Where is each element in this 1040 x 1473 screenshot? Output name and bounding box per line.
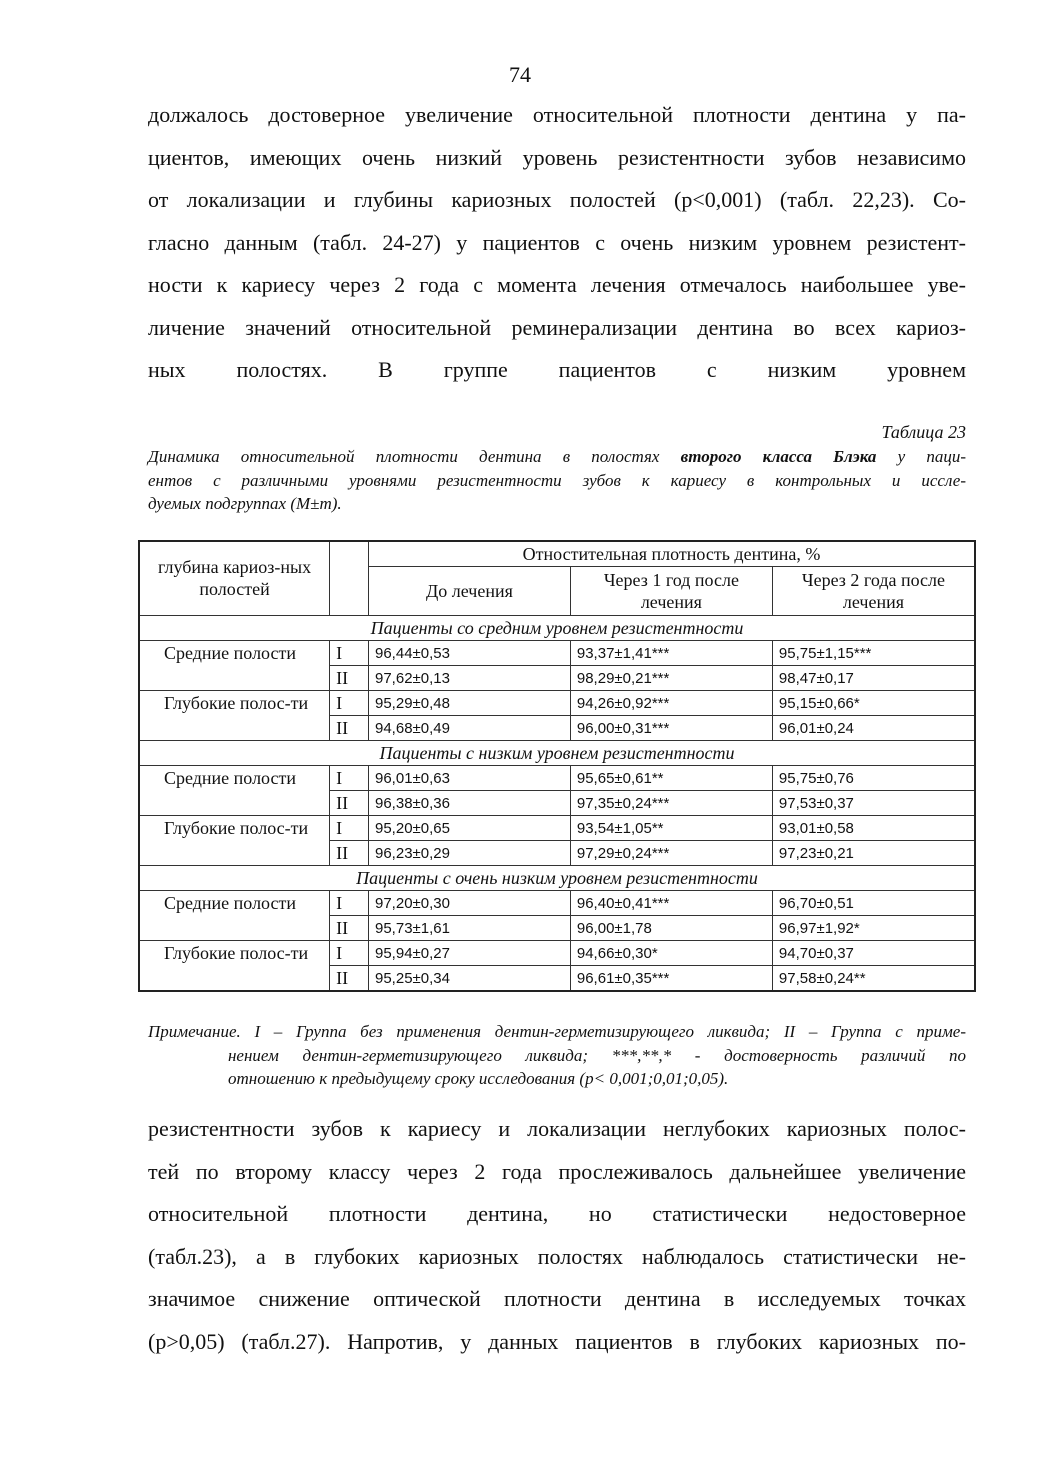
value-cell: 97,35±0,24*** [570, 791, 772, 816]
text-line: значимое снижение оптической плотности дентина в исследуемых точках [148, 1286, 966, 1311]
subgroup-cell: II [330, 916, 369, 941]
value-cell: 97,29±0,24*** [570, 841, 772, 866]
subgroup-cell: I [330, 766, 369, 791]
caption-text: Динамика относительной плотности дентина в полостях [148, 447, 681, 466]
value-cell: 96,38±0,36 [369, 791, 571, 816]
caption-bold-text: второго класса Блэка [680, 447, 877, 466]
subgroup-cell: I [330, 691, 369, 716]
subgroup-cell: I [330, 816, 369, 841]
table-caption [148, 445, 966, 516]
top-paragraph [148, 94, 966, 392]
table-body [139, 616, 975, 992]
subgroup-cell: II [330, 716, 369, 741]
caption-line [148, 445, 966, 469]
table-row [139, 891, 975, 916]
depth-cell: Средние полости [139, 641, 330, 691]
text-line: тей по второму классу через 2 года прослеживалось дальнейшее увеличение [148, 1158, 966, 1184]
value-cell: 95,73±1,61 [369, 916, 571, 941]
value-cell: 95,75±0,76 [772, 766, 975, 791]
value-cell: 96,44±0,53 [369, 641, 571, 666]
header-main: Отностительная плотность дентина, % [369, 541, 976, 567]
value-cell: 94,70±0,37 [772, 941, 975, 966]
group-title: Пациенты со средним уровнем резистентности [139, 616, 975, 641]
depth-cell: Глубокие полос-ти [139, 691, 330, 741]
value-cell: 97,58±0,24** [772, 966, 975, 992]
value-cell: 97,53±0,37 [772, 791, 975, 816]
data-table [138, 540, 976, 992]
subgroup-cell: I [330, 891, 369, 916]
table-row [139, 816, 975, 841]
header-subgroup [330, 541, 369, 616]
caption-line: ентов с различными уровнями резистентности зубов к кариесу в контрольных и иссле- [148, 470, 966, 490]
value-cell: 98,47±0,17 [772, 666, 975, 691]
caption-line: дуемых подгруппах (M±m). [148, 494, 342, 513]
note-line: Примечание. I – Группа без применения дентин-герметизирующего ликвида; II – Группа с приме- [148, 1022, 966, 1041]
value-cell: 94,66±0,30* [570, 941, 772, 966]
value-cell: 96,01±0,63 [369, 766, 571, 791]
page-number: 74 [509, 62, 531, 87]
value-cell: 93,37±1,41*** [570, 641, 772, 666]
table-row [139, 691, 975, 716]
text-line: должалось достоверное увеличение относительной плотности дентина у па- [148, 102, 966, 127]
group-title: Пациенты с низким уровнем резистентности [139, 741, 975, 766]
subgroup-cell: I [330, 941, 369, 966]
text-line: резистентности зубов к кариесу и локализации неглубоких кариозных полос- [148, 1116, 966, 1141]
table-label: Таблица 23 [881, 422, 966, 442]
value-cell: 98,29±0,21*** [570, 666, 772, 691]
value-cell: 95,20±0,65 [369, 816, 571, 841]
text-line: ных полостях. В группе пациентов с низким уровнем [148, 357, 966, 382]
header-col: До лечения [369, 567, 571, 616]
group-header-row [139, 866, 975, 891]
text-line: ности к кариесу через 2 года с момента лечения отмечалось наибольшее уве- [148, 272, 966, 297]
value-cell: 95,65±0,61** [570, 766, 772, 791]
value-cell: 93,01±0,58 [772, 816, 975, 841]
header-depth: глубина кариоз-ных полостей [139, 541, 330, 616]
group-header-row [139, 741, 975, 766]
subgroup-cell: II [330, 666, 369, 691]
value-cell: 96,97±1,92* [772, 916, 975, 941]
text-line: циентов, имеющих очень низкий уровень резистентности зубов независимо [148, 144, 966, 170]
value-cell: 97,62±0,13 [369, 666, 571, 691]
depth-cell: Средние полости [139, 891, 330, 941]
value-cell: 97,23±0,21 [772, 841, 975, 866]
value-cell: 96,00±1,78 [570, 916, 772, 941]
table-note [148, 1020, 966, 1091]
text-line: (табл.23), а в глубоких кариозных полостях наблюдалось статистически не- [148, 1243, 966, 1269]
value-cell: 96,70±0,51 [772, 891, 975, 916]
value-cell: 95,25±0,34 [369, 966, 571, 992]
value-cell: 95,15±0,66* [772, 691, 975, 716]
value-cell: 93,54±1,05** [570, 816, 772, 841]
group-header-row [139, 616, 975, 641]
value-cell: 96,23±0,29 [369, 841, 571, 866]
subgroup-cell: I [330, 641, 369, 666]
table-row [139, 941, 975, 966]
text-line: относительной плотности дентина, но статистически недостоверное [148, 1201, 966, 1226]
text-line: от локализации и глубины кариозных полостей (р<0,001) (табл. 22,23). Со- [148, 187, 966, 212]
bottom-paragraph [148, 1108, 966, 1363]
value-cell: 95,29±0,48 [369, 691, 571, 716]
caption-text: у паци- [876, 447, 966, 466]
depth-cell: Глубокие полос-ти [139, 816, 330, 866]
value-cell: 94,26±0,92*** [570, 691, 772, 716]
note-line: нением дентин-герметизирующего ликвида; ***,**,* - достоверность различий по [228, 1045, 966, 1065]
value-cell: 94,68±0,49 [369, 716, 571, 741]
text-line: гласно данным (табл. 24-27) у пациентов с очень низким уровнем резистент- [148, 229, 966, 255]
value-cell: 96,00±0,31*** [570, 716, 772, 741]
subgroup-cell: II [330, 966, 369, 992]
table-row [139, 766, 975, 791]
subgroup-cell: II [330, 841, 369, 866]
value-cell: 95,75±1,15*** [772, 641, 975, 666]
subgroup-cell: II [330, 791, 369, 816]
value-cell: 97,20±0,30 [369, 891, 571, 916]
header-col: Через 1 год после лечения [570, 567, 772, 616]
text-line: (р>0,05) (табл.27). Напротив, у данных пациентов в глубоких кариозных по- [148, 1328, 966, 1354]
table-row [139, 641, 975, 666]
header-col: Через 2 года после лечения [772, 567, 975, 616]
value-cell: 96,40±0,41*** [570, 891, 772, 916]
value-cell: 96,01±0,24 [772, 716, 975, 741]
value-cell: 95,94±0,27 [369, 941, 571, 966]
depth-cell: Глубокие полос-ти [139, 941, 330, 992]
text-line: личение значений относительной реминерализации дентина во всех кариоз- [148, 314, 966, 340]
depth-cell: Средние полости [139, 766, 330, 816]
value-cell: 96,61±0,35*** [570, 966, 772, 992]
note-line: отношению к предыдущему сроку исследования (р< 0,001;0,01;0,05). [228, 1069, 729, 1088]
group-title: Пациенты с очень низким уровнем резистентности [139, 866, 975, 891]
